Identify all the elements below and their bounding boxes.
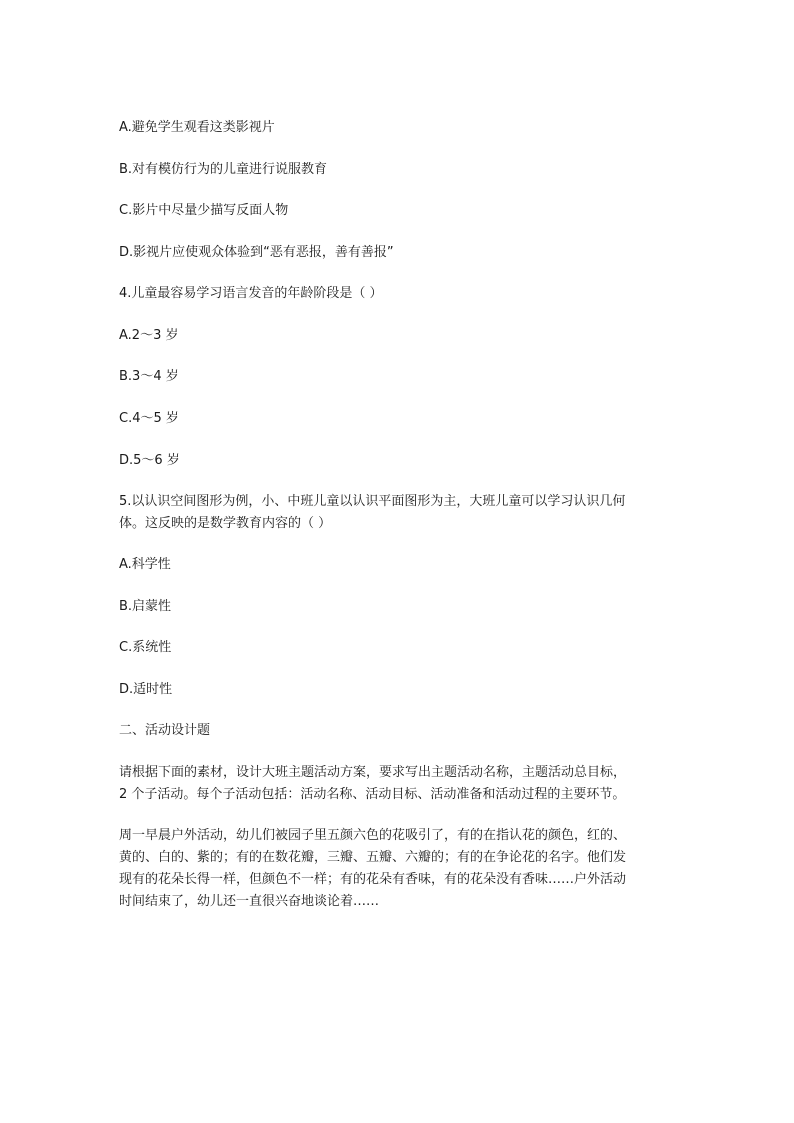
instruction-line-2: 2 个子活动。每个子活动包括：活动名称、活动目标、活动准备和活动过程的主要环节。 xyxy=(119,787,626,802)
q5-option-b: B.启蒙性 xyxy=(119,599,172,614)
q4-option-c: C.4～5 岁 xyxy=(119,411,179,426)
q3-option-a: A.避免学生观看这类影视片 xyxy=(119,120,275,135)
q3-option-d: D.影视片应使观众体验到“恶有恶报，善有善报” xyxy=(119,245,394,260)
q4-option-b: B.3～4 岁 xyxy=(119,369,179,384)
q5-option-a: A.科学性 xyxy=(119,557,171,572)
material-line-4: 时间结束了，幼儿还一直很兴奋地谈论着…… xyxy=(119,894,380,909)
q4-stem: 4.儿童最容易学习语言发音的年龄阶段是（ ） xyxy=(119,286,383,301)
q5-stem-line-1: 5.以认识空间图形为例，小、中班儿童以认识平面图形为主，大班儿童可以学习认识几何 xyxy=(119,494,626,509)
q4-option-d: D.5～6 岁 xyxy=(119,453,180,468)
q4-option-a: A.2～3 岁 xyxy=(119,328,179,343)
q5-stem-line-2: 体。这反映的是数学教育内容的（ ） xyxy=(119,516,332,531)
material-line-3: 现有的花朵长得一样，但颜色不一样；有的花朵有香味，有的花朵没有香味……户外活动 xyxy=(119,872,627,887)
q5-option-d: D.适时性 xyxy=(119,682,173,697)
section-2-heading: 二、活动设计题 xyxy=(119,723,211,738)
material-line-2: 黄的、白的、紫的；有的在数花瓣，三瓣、五瓣、六瓣的；有的在争论花的名字。他们发 xyxy=(119,850,627,865)
instruction-line-1: 请根据下面的素材，设计大班主题活动方案，要求写出主题活动名称，主题活动总目标， xyxy=(119,765,627,780)
material-line-1: 周一早晨户外活动，幼儿们被园子里五颜六色的花吸引了，有的在指认花的颜色，红的、 xyxy=(119,828,627,843)
q3-option-c: C.影片中尽量少描写反面人物 xyxy=(119,203,289,218)
q3-option-b: B.对有模仿行为的儿童进行说服教育 xyxy=(119,162,328,177)
q5-option-c: C.系统性 xyxy=(119,640,172,655)
